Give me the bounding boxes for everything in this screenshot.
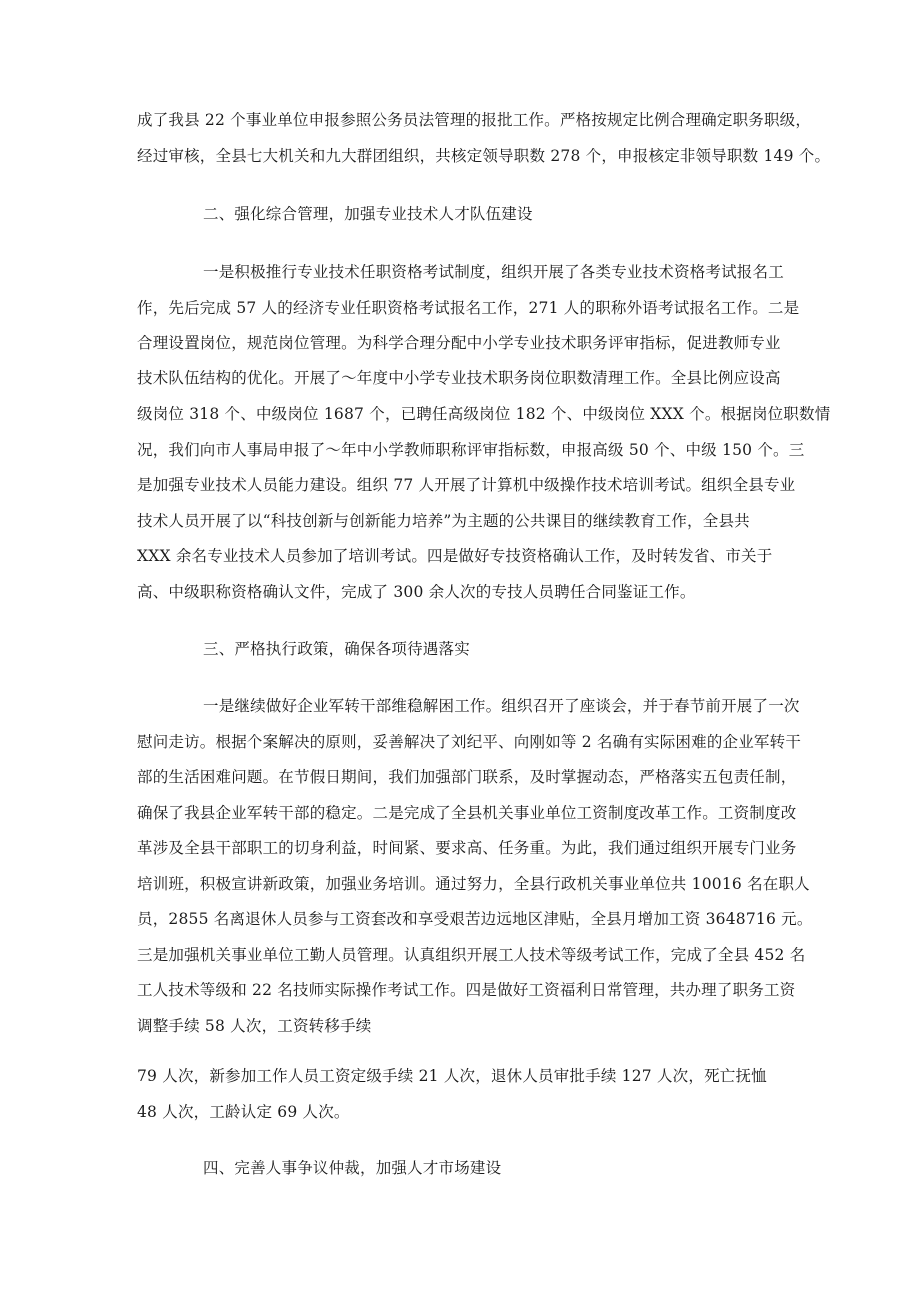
paragraph-line: 成了我县 22 个事业单位申报参照公务员法管理的报批工作。严格按规定比例合理确定职务职级，	[137, 111, 812, 129]
paragraph-line: 一是继续做好企业军转干部维稳解困工作。组织召开了座谈会，并于春节前开展了一次	[203, 697, 800, 715]
paragraph-line: 确保了我县企业军转干部的稳定。二是完成了全县机关事业单位工资制度改革工作。工资制度改	[137, 804, 797, 822]
paragraph-line: 合理设置岗位，规范岗位管理。为科学合理分配中小学专业技术职务评审指标，促进教师专业	[137, 334, 781, 352]
paragraph-line: 作，先后完成 57 人的经济专业任职资格考试报名工作，271 人的职称外语考试报名工作。二是	[137, 299, 800, 317]
paragraph-line: 革涉及全县干部职工的切身利益，时间紧、要求高、任务重。为此，我们通过组织开展专门业务	[137, 839, 797, 857]
paragraph-line: 工人技术等级和 22 名技师实际操作考试工作。四是做好工资福利日常管理，共办理了职务工资	[137, 981, 796, 999]
paragraph-line: 一是积极推行专业技术任职资格考试制度，组织开展了各类专业技术资格考试报名工	[203, 263, 784, 281]
paragraph-line: 高、中级职称资格确认文件，完成了 300 余人次的专技人员聘任合同鉴证工作。	[137, 583, 696, 601]
paragraph-line: 慰问走访。根据个案解决的原则，妥善解决了刘纪平、向刚如等 2 名确有实际困难的企业军转干	[137, 733, 802, 751]
section-heading: 二、强化综合管理，加强专业技术人才队伍建设	[203, 205, 533, 223]
paragraph-line: 培训班，积极宣讲新政策，加强业务培训。通过努力，全县行政机关事业单位共 10016 名在职人	[137, 875, 810, 893]
paragraph-line: XXX 余名专业技术人员参加了培训考试。四是做好专技资格确认工作，及时转发省、市关于	[137, 547, 773, 565]
paragraph-line: 技术人员开展了以“科技创新与创新能力培养”为主题的公共课目的继续教育工作，全县共	[137, 512, 750, 530]
paragraph-line: 级岗位 318 个、中级岗位 1687 个，已聘任高级岗位 182 个、中级岗位 XXX 个。根据岗位职数情	[137, 405, 831, 423]
paragraph-line: 48 人次，工龄认定 69 人次。	[137, 1103, 350, 1121]
section-heading: 四、完善人事争议仲裁，加强人才市场建设	[203, 1159, 502, 1177]
paragraph-line: 况，我们向市人事局申报了～年中小学教师职称评审指标数，申报高级 50 个、中级 150 个。三	[137, 441, 805, 459]
paragraph-line: 部的生活困难问题。在节假日期间，我们加强部门联系，及时掌握动态，严格落实五包责任制，	[137, 768, 797, 786]
paragraph-line: 员，2855 名离退休人员参与工资套改和享受艰苦边远地区津贴，全县月增加工资 3648716 元。	[137, 910, 813, 928]
paragraph-line: 调整手续 58 人次，工资转移手续	[137, 1017, 372, 1035]
paragraph-line: 三是加强机关事业单位工勤人员管理。认真组织开展工人技术等级考试工作，完成了全县 452 名	[137, 946, 806, 964]
paragraph-line: 技术队伍结构的优化。开展了～年度中小学专业技术职务岗位职数清理工作。全县比例应设高	[137, 369, 781, 387]
section-heading: 三、严格执行政策，确保各项待遇落实	[203, 640, 470, 658]
paragraph-line: 经过审核，全县七大机关和九大群团组织，共核定领导职数 278 个，申报核定非领导职数 149 个。	[137, 147, 831, 165]
paragraph-line: 是加强专业技术人员能力建设。组织 77 人开展了计算机中级操作技术培训考试。组织全县专业	[137, 476, 796, 494]
paragraph-line: 79 人次，新参加工作人员工资定级手续 21 人次，退休人员审批手续 127 人次，死亡抚恤	[137, 1067, 767, 1085]
